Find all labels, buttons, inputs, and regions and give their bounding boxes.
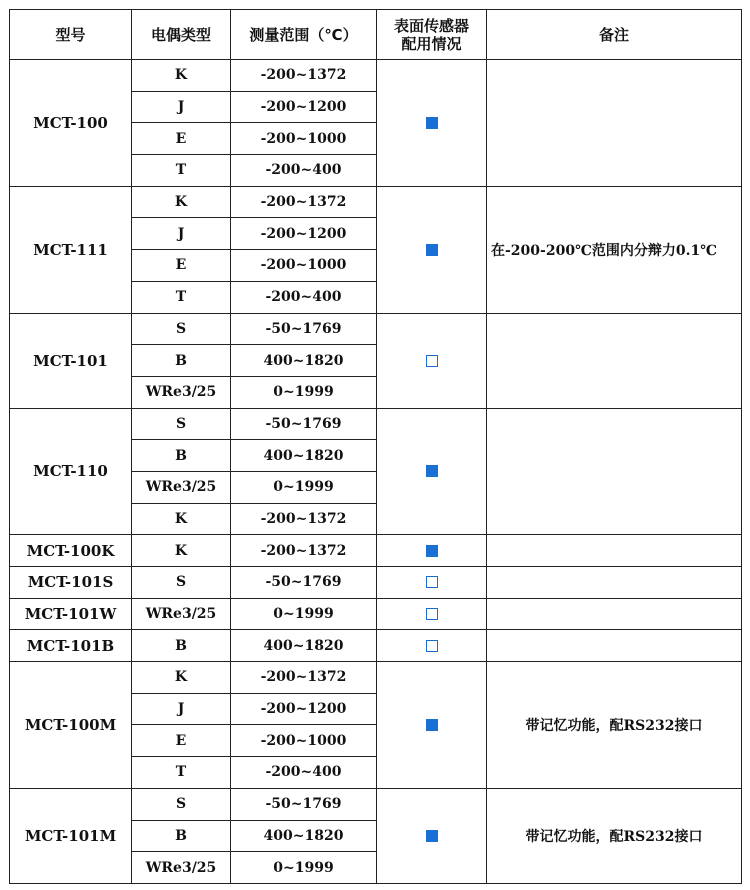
table-row: [10, 630, 742, 662]
range-cell: 0~1999: [231, 471, 377, 503]
filled-square-icon: [426, 719, 438, 731]
range-cell: -200~1372: [231, 662, 377, 694]
range-cell: 400~1820: [231, 630, 377, 662]
note-cell: [487, 630, 742, 662]
table-row: [10, 408, 742, 440]
range-cell: -200~1372: [231, 503, 377, 535]
tc-type-cell: K: [132, 662, 231, 694]
header-sensor-line1: 表面传感器: [393, 16, 469, 35]
range-cell: 0~1999: [231, 598, 377, 630]
note-cell: [487, 408, 742, 535]
table-row: [10, 788, 742, 820]
range-cell: -50~1769: [231, 408, 377, 440]
model-cell: MCT-101M: [10, 788, 132, 883]
tc-type-cell: WRe3/25: [132, 852, 231, 884]
range-cell: -200~400: [231, 155, 377, 187]
tc-type-cell: E: [132, 123, 231, 155]
range-cell: -200~1200: [231, 693, 377, 725]
range-cell: -200~1000: [231, 725, 377, 757]
header-tc-type: 电偶类型: [132, 10, 231, 60]
tc-type-cell: E: [132, 250, 231, 282]
header-row: [10, 10, 742, 60]
tc-type-cell: T: [132, 155, 231, 187]
tc-type-cell: WRe3/25: [132, 471, 231, 503]
model-cell: MCT-111: [10, 186, 132, 313]
model-cell: MCT-101B: [10, 630, 132, 662]
note-cell: [487, 567, 742, 599]
empty-square-icon: [426, 608, 438, 620]
note-cell: [487, 60, 742, 187]
table-row: [10, 60, 742, 92]
empty-square-icon: [426, 640, 438, 652]
sensor-cell: [377, 598, 487, 630]
tc-type-cell: K: [132, 60, 231, 92]
tc-type-cell: S: [132, 313, 231, 345]
range-cell: -200~1000: [231, 250, 377, 282]
range-cell: -200~1372: [231, 186, 377, 218]
tc-type-cell: J: [132, 218, 231, 250]
header-sensor-line2: 配用情况: [401, 34, 462, 53]
range-cell: -200~400: [231, 281, 377, 313]
tc-type-cell: WRe3/25: [132, 376, 231, 408]
sensor-cell: [377, 60, 487, 187]
empty-square-icon: [426, 576, 438, 588]
sensor-cell: [377, 567, 487, 599]
model-cell: MCT-110: [10, 408, 132, 535]
spec-table: [9, 9, 742, 884]
note-cell: 带记忆功能，配RS232接口: [487, 662, 742, 789]
tc-type-cell: J: [132, 693, 231, 725]
table-row: [10, 313, 742, 345]
range-cell: -200~1000: [231, 123, 377, 155]
filled-square-icon: [426, 244, 438, 256]
filled-square-icon: [426, 465, 438, 477]
table-row: [10, 567, 742, 599]
range-cell: 400~1820: [231, 820, 377, 852]
tc-type-cell: S: [132, 408, 231, 440]
filled-square-icon: [426, 545, 438, 557]
tc-type-cell: T: [132, 281, 231, 313]
model-cell: MCT-101W: [10, 598, 132, 630]
range-cell: 0~1999: [231, 376, 377, 408]
note-cell: [487, 535, 742, 567]
note-cell: 在-200-200℃范围内分辩力0.1℃: [487, 186, 742, 313]
tc-type-cell: WRe3/25: [132, 598, 231, 630]
tc-type-cell: B: [132, 630, 231, 662]
sensor-cell: [377, 788, 487, 883]
table-row: [10, 535, 742, 567]
range-cell: -200~1372: [231, 60, 377, 92]
note-cell: [487, 598, 742, 630]
range-cell: -50~1769: [231, 567, 377, 599]
sensor-cell: [377, 313, 487, 408]
note-cell: [487, 313, 742, 408]
tc-type-cell: B: [132, 440, 231, 472]
model-cell: MCT-100: [10, 60, 132, 187]
range-cell: -200~1372: [231, 535, 377, 567]
note-cell: 带记忆功能，配RS232接口: [487, 788, 742, 883]
range-cell: 0~1999: [231, 852, 377, 884]
range-cell: 400~1820: [231, 440, 377, 472]
tc-type-cell: S: [132, 567, 231, 599]
range-cell: -200~1200: [231, 91, 377, 123]
sensor-cell: [377, 186, 487, 313]
table-body: [10, 60, 742, 884]
table-row: [10, 662, 742, 694]
tc-type-cell: K: [132, 535, 231, 567]
tc-type-cell: K: [132, 503, 231, 535]
filled-square-icon: [426, 830, 438, 842]
tc-type-cell: T: [132, 757, 231, 789]
header-note: 备注: [487, 10, 742, 60]
header-model: 型号: [10, 10, 132, 60]
sensor-cell: [377, 535, 487, 567]
range-cell: -200~400: [231, 757, 377, 789]
tc-type-cell: J: [132, 91, 231, 123]
tc-type-cell: E: [132, 725, 231, 757]
filled-square-icon: [426, 117, 438, 129]
header-range: 测量范围（℃）: [231, 10, 377, 60]
header-sensor: [377, 10, 487, 60]
empty-square-icon: [426, 355, 438, 367]
tc-type-cell: B: [132, 820, 231, 852]
model-cell: MCT-101S: [10, 567, 132, 599]
table-row: [10, 598, 742, 630]
sensor-cell: [377, 630, 487, 662]
sensor-cell: [377, 662, 487, 789]
model-cell: MCT-100K: [10, 535, 132, 567]
range-cell: -200~1200: [231, 218, 377, 250]
tc-type-cell: B: [132, 345, 231, 377]
model-cell: MCT-100M: [10, 662, 132, 789]
range-cell: -50~1769: [231, 788, 377, 820]
model-cell: MCT-101: [10, 313, 132, 408]
tc-type-cell: K: [132, 186, 231, 218]
range-cell: -50~1769: [231, 313, 377, 345]
sensor-cell: [377, 408, 487, 535]
tc-type-cell: S: [132, 788, 231, 820]
table-row: [10, 186, 742, 218]
range-cell: 400~1820: [231, 345, 377, 377]
